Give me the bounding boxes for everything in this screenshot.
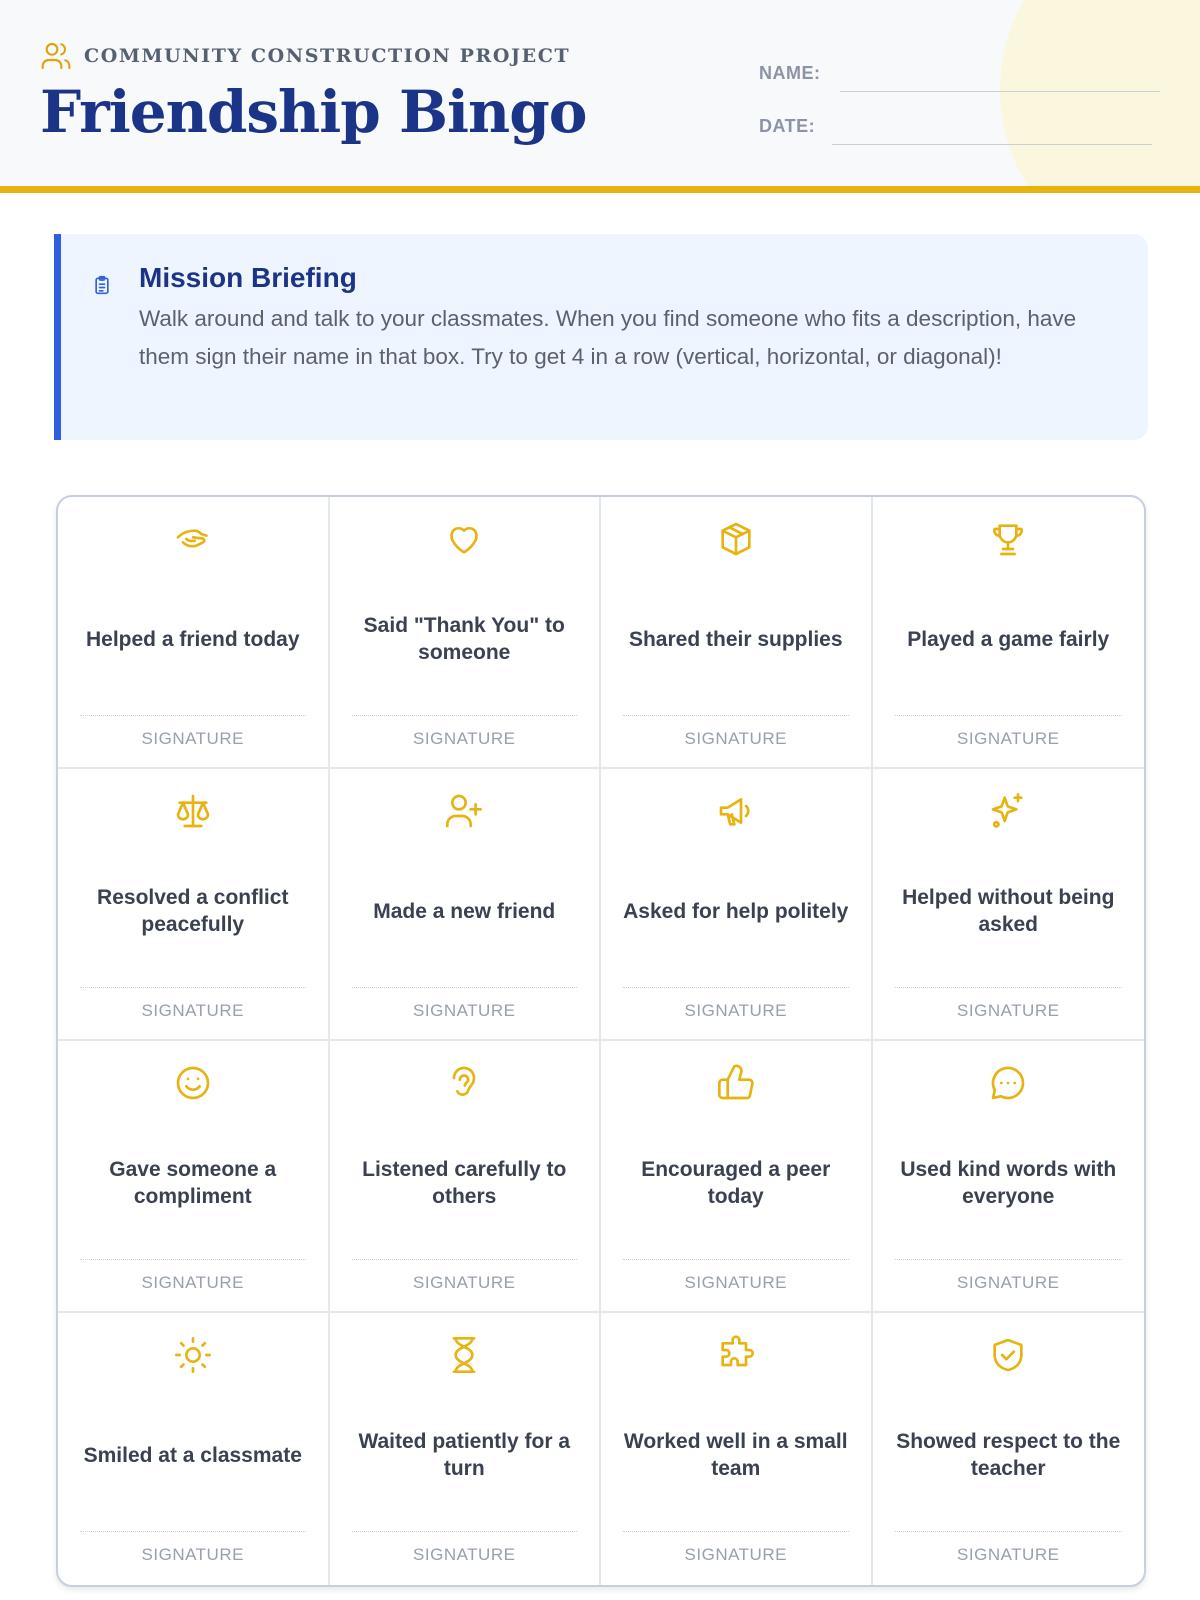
cell-description: Worked well in a small team — [623, 1430, 848, 1480]
signature-label: SIGNATURE — [957, 1545, 1060, 1564]
bingo-cell[interactable] — [601, 769, 873, 1041]
signature-label: SIGNATURE — [957, 1273, 1060, 1292]
box-icon — [716, 519, 756, 559]
sparkles-icon — [988, 791, 1028, 831]
signature-label: SIGNATURE — [141, 1545, 244, 1564]
signature-label: SIGNATURE — [141, 729, 244, 748]
signature-line[interactable] — [352, 987, 578, 988]
page-title: Friendship Bingo — [40, 78, 587, 146]
signature-label: SIGNATURE — [957, 729, 1060, 748]
bingo-cell[interactable] — [873, 1041, 1145, 1313]
cell-icon-wrap — [988, 791, 1028, 831]
cell-icon-wrap — [173, 1063, 213, 1103]
signature-line[interactable] — [895, 715, 1123, 716]
signature-line[interactable] — [80, 987, 306, 988]
eyebrow — [40, 40, 570, 72]
cell-icon-wrap — [444, 519, 484, 559]
signature-line[interactable] — [80, 1259, 306, 1260]
briefing-title: Mission Briefing — [139, 262, 357, 293]
cell-description: Encouraged a peer today — [641, 1158, 831, 1208]
signature-label: SIGNATURE — [413, 1273, 516, 1292]
bingo-cell[interactable] — [873, 497, 1145, 769]
signature-line[interactable] — [80, 715, 306, 716]
cell-icon-wrap — [173, 791, 213, 831]
cell-icon-wrap — [444, 791, 484, 831]
cell-icon-wrap — [988, 1335, 1028, 1375]
project-label: COMMUNITY CONSTRUCTION PROJECT — [84, 45, 571, 67]
cell-description: Resolved a conflict peacefully — [97, 886, 289, 936]
cell-icon-wrap — [716, 519, 756, 559]
message-circle-icon — [988, 1063, 1028, 1103]
signature-line[interactable] — [895, 1259, 1123, 1260]
users-icon — [40, 40, 72, 72]
cell-description: Said "Thank You" to someone — [363, 614, 565, 664]
smile-icon — [173, 1063, 213, 1103]
scale-icon — [173, 791, 213, 831]
puzzle-icon — [716, 1335, 756, 1375]
bingo-cell[interactable] — [873, 769, 1145, 1041]
briefing-icon-wrap — [92, 275, 112, 300]
signature-label: SIGNATURE — [684, 1001, 787, 1020]
bingo-cell[interactable] — [330, 769, 602, 1041]
cell-description: Helped a friend today — [85, 627, 300, 651]
signature-label: SIGNATURE — [413, 729, 516, 748]
heart-icon — [444, 519, 484, 559]
bingo-cell[interactable] — [58, 1313, 330, 1585]
thumbs-up-icon — [716, 1063, 756, 1103]
signature-label: SIGNATURE — [141, 1001, 244, 1020]
cell-icon-wrap — [173, 519, 213, 559]
cell-description: Showed respect to the teacher — [896, 1430, 1121, 1480]
signature-line[interactable] — [352, 1531, 578, 1532]
cell-icon-wrap — [988, 1063, 1028, 1103]
cell-description: Listened carefully to others — [362, 1158, 567, 1208]
bingo-cell[interactable] — [330, 497, 602, 769]
signature-line[interactable] — [352, 1259, 578, 1260]
name-field[interactable] — [840, 91, 1160, 92]
signature-line[interactable] — [623, 987, 849, 988]
signature-label: SIGNATURE — [957, 1001, 1060, 1020]
bingo-cell[interactable] — [601, 1313, 873, 1585]
bingo-cell[interactable] — [58, 1041, 330, 1313]
bingo-cell[interactable] — [601, 497, 873, 769]
clipboard-icon — [92, 275, 112, 295]
mission-briefing — [54, 234, 1148, 440]
cell-icon-wrap — [716, 791, 756, 831]
sun-icon — [173, 1335, 213, 1375]
trophy-icon — [988, 519, 1028, 559]
date-label: DATE: — [759, 116, 816, 136]
cell-description: Played a game fairly — [907, 627, 1110, 651]
date-field[interactable] — [832, 144, 1152, 145]
signature-line[interactable] — [352, 715, 578, 716]
cell-icon-wrap — [716, 1335, 756, 1375]
ear-icon — [444, 1063, 484, 1103]
user-plus-icon — [444, 791, 484, 831]
signature-label: SIGNATURE — [413, 1001, 516, 1020]
signature-line[interactable] — [623, 1531, 849, 1532]
hourglass-icon — [444, 1335, 484, 1375]
signature-label: SIGNATURE — [413, 1545, 516, 1564]
cell-description: Used kind words with everyone — [900, 1158, 1117, 1208]
megaphone-icon — [716, 791, 756, 831]
bingo-cell[interactable] — [58, 769, 330, 1041]
bingo-cell[interactable] — [330, 1041, 602, 1313]
name-label: NAME: — [759, 63, 821, 83]
handshake-icon — [173, 519, 213, 559]
signature-line[interactable] — [895, 987, 1123, 988]
cell-description: Helped without being asked — [902, 886, 1115, 936]
cell-icon-wrap — [716, 1063, 756, 1103]
signature-line[interactable] — [895, 1531, 1123, 1532]
bingo-cell[interactable] — [601, 1041, 873, 1313]
bingo-board — [56, 495, 1146, 1587]
cell-description: Smiled at a classmate — [83, 1443, 302, 1467]
cell-icon-wrap — [988, 519, 1028, 559]
cell-description: Gave someone a compliment — [109, 1158, 277, 1208]
bingo-cell[interactable] — [873, 1313, 1145, 1585]
cell-icon-wrap — [444, 1335, 484, 1375]
cell-description: Shared their supplies — [628, 627, 843, 651]
signature-label: SIGNATURE — [684, 1545, 787, 1564]
signature-label: SIGNATURE — [684, 1273, 787, 1292]
signature-label: SIGNATURE — [684, 729, 787, 748]
bingo-cell[interactable] — [58, 497, 330, 769]
briefing-text: Walk around and talk to your classmates. When you find someone who fits a description, have them sign their name in that box. Try to get 4 in a row (vertical, horizontal, or diagonal)! — [139, 306, 1077, 369]
signature-line[interactable] — [623, 715, 849, 716]
bingo-cell[interactable] — [330, 1313, 602, 1585]
signature-label: SIGNATURE — [141, 1273, 244, 1292]
shield-check-icon — [988, 1335, 1028, 1375]
cell-description: Waited patiently for a turn — [358, 1430, 571, 1480]
cell-description: Asked for help politely — [623, 899, 849, 923]
cell-icon-wrap — [444, 1063, 484, 1103]
decorative-circle — [1000, 0, 1200, 193]
signature-line[interactable] — [623, 1259, 849, 1260]
cell-icon-wrap — [173, 1335, 213, 1375]
page-header — [0, 0, 1200, 193]
signature-line[interactable] — [80, 1531, 306, 1532]
cell-description: Made a new friend — [373, 899, 556, 923]
